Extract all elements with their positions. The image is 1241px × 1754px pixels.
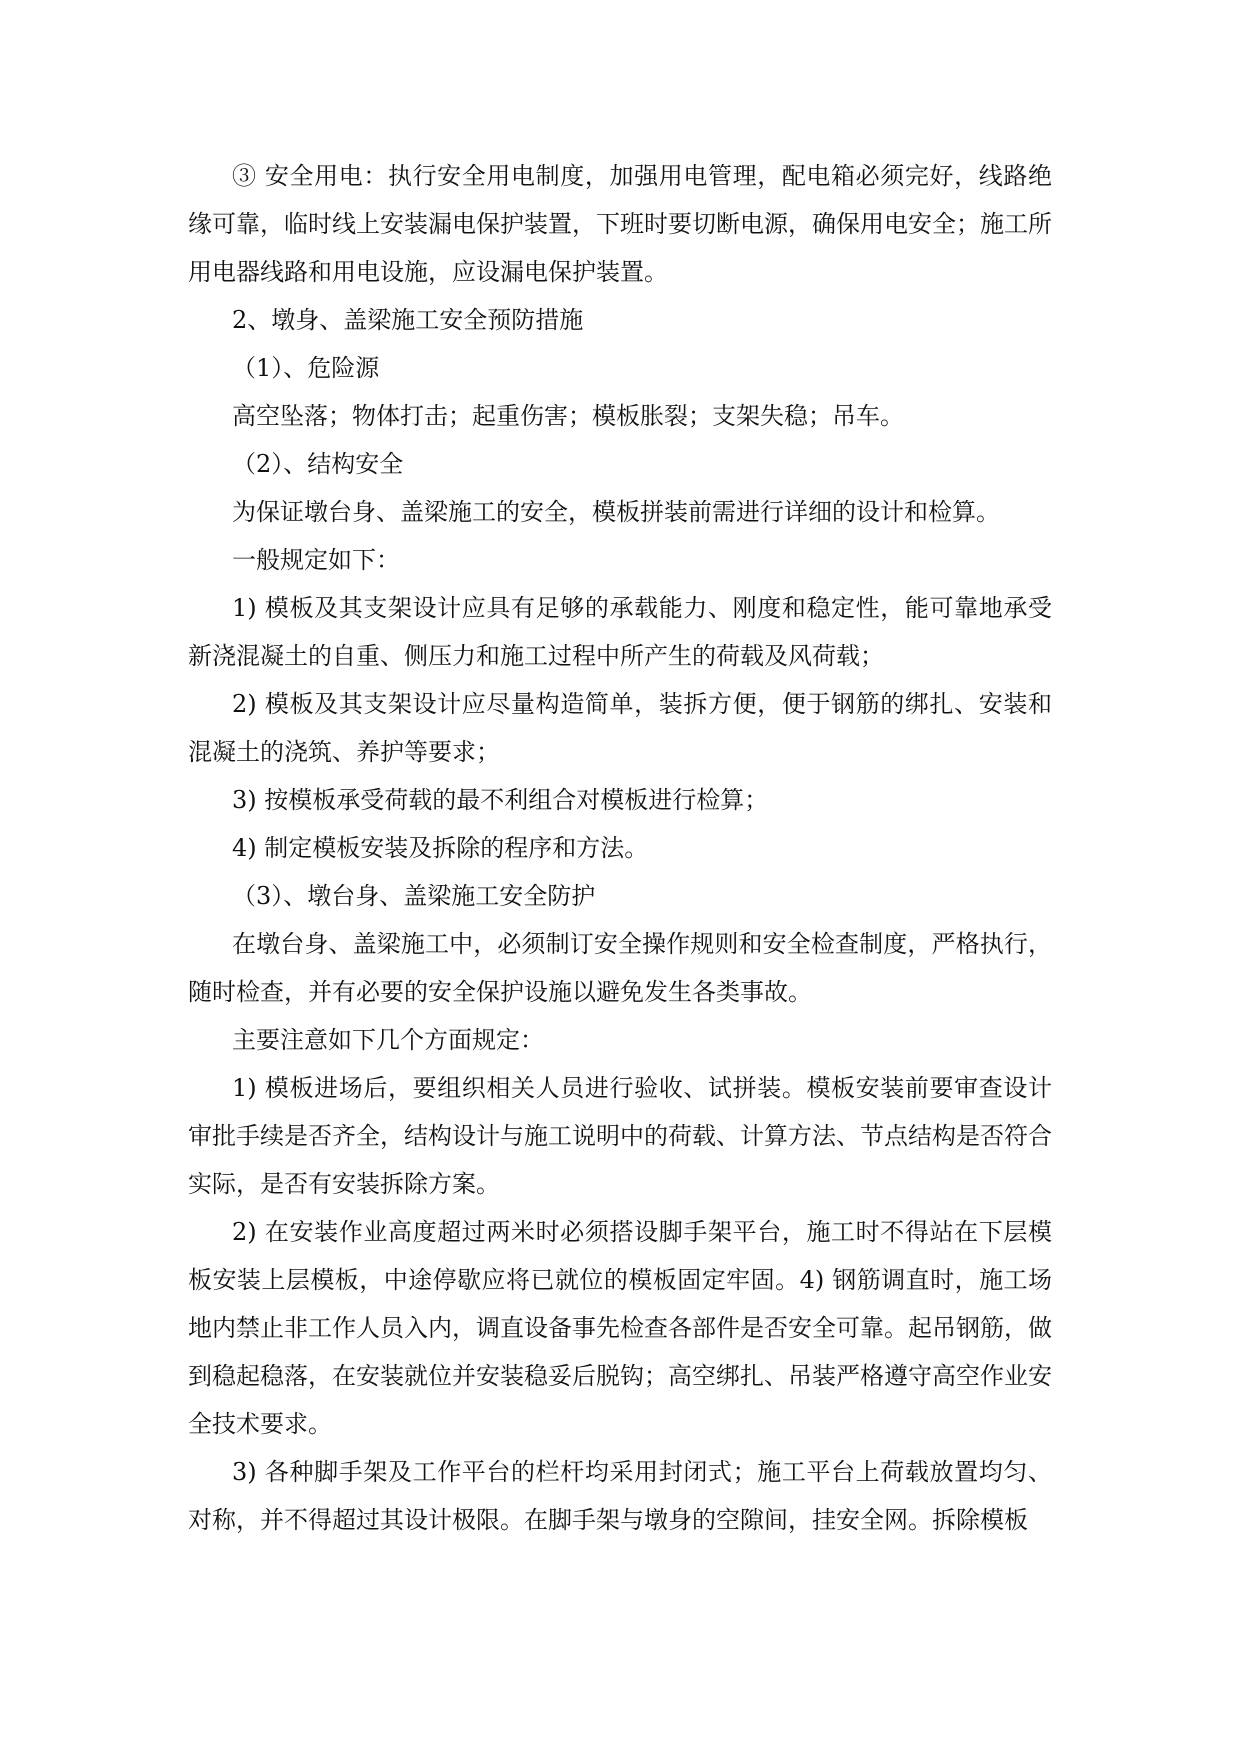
list-item-rule-4: 4) 制定模板安装及拆除的程序和方法。 xyxy=(232,834,649,862)
subsection-heading-hazards: （1）、危险源 xyxy=(232,354,380,382)
list-item-note-3: 3) 各种脚手架及工作平台的栏杆均采用封闭式；施工平台上荷载放置均匀、对称，并不得超过其设计极限。在脚手架与墩身的空隙间，挂安全网。拆除模板 xyxy=(188,1458,1052,1534)
paragraph-structural-intro: 为保证墩台身、盖梁施工的安全，模板拼装前需进行详细的设计和检算。 xyxy=(232,498,1000,526)
list-item-rule-2: 2) 模板及其支架设计应尽量构造简单，装拆方便，便于钢筋的绑扎、安装和混凝土的浇筑、养护等要求； xyxy=(188,690,1052,766)
list-item-note-1: 1) 模板进场后，要组织相关人员进行验收、试拼装。模板安装前要审查设计审批手续是否齐全，结构设计与施工说明中的荷载、计算方法、节点结构是否符合实际，是否有安装拆除方案。 xyxy=(188,1074,1052,1198)
subsection-heading-protection: （3）、墩台身、盖梁施工安全防护 xyxy=(232,882,596,910)
subsection-heading-structural-safety: （2）、结构安全 xyxy=(232,450,404,478)
paragraph-electrical-safety: ③ 安全用电：执行安全用电制度，加强用电管理，配电箱必须完好，线路绝缘可靠，临时线上安装漏电保护装置，下班时要切断电源，确保用电安全；施工所用电器线路和用电设施，应设漏电保护装置。 xyxy=(188,162,1052,286)
list-item-rule-3: 3) 按模板承受荷载的最不利组合对模板进行检算； xyxy=(232,786,769,814)
paragraph-protection-intro: 在墩台身、盖梁施工中，必须制订安全操作规则和安全检查制度，严格执行，随时检查，并有必要的安全保护设施以避免发生各类事故。 xyxy=(188,930,1052,1006)
list-item-note-2: 2) 在安装作业高度超过两米时必须搭设脚手架平台，施工时不得站在下层模板安装上层模板，中途停歇应将已就位的模板固定牢固。4) 钢筋调直时，施工场地内禁止非工作人员入内，调直设备事先检查各部件是否安全可靠。起吊钢筋，做到稳起稳落，在安装就位并安装稳妥后脱钩；高空绑扎、吊装严格遵守高空作业安全技术要求。 xyxy=(188,1218,1052,1438)
paragraph-main-notes: 主要注意如下几个方面规定： xyxy=(232,1026,544,1054)
document-body xyxy=(188,152,1052,1544)
paragraph-general-rules: 一般规定如下： xyxy=(232,546,400,574)
paragraph-hazard-list: 高空坠落；物体打击；起重伤害；模板胀裂；支架失稳；吊车。 xyxy=(232,402,904,430)
list-item-rule-1: 1) 模板及其支架设计应具有足够的承载能力、刚度和稳定性，能可靠地承受新浇混凝土的自重、侧压力和施工过程中所产生的荷载及风荷载； xyxy=(188,594,1052,670)
section-heading-pier-safety: 2、墩身、盖梁施工安全预防措施 xyxy=(232,306,584,334)
